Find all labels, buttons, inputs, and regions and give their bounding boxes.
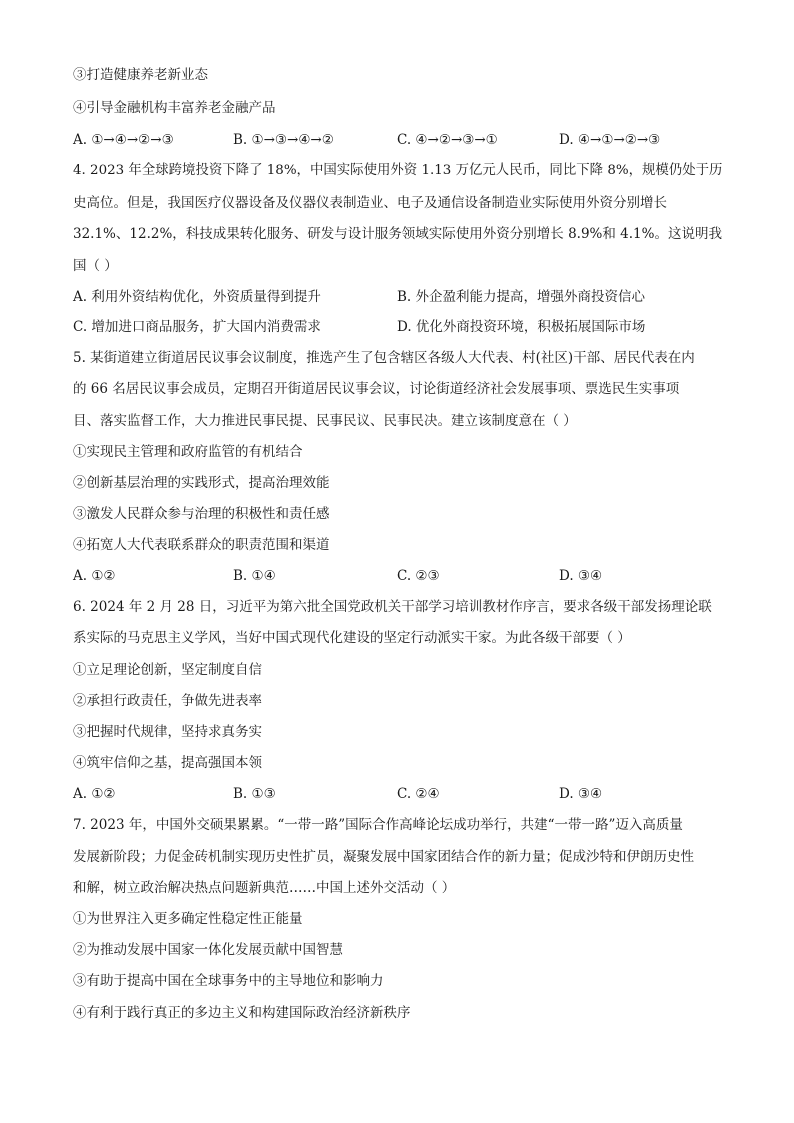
q6-item-2: ②承担行政责任，争做先进表率 <box>73 693 262 709</box>
q7-item-1: ①为世界注入更多确定性稳定性正能量 <box>73 911 303 927</box>
q4-options-row-1 <box>73 288 733 306</box>
q3-item-4: ④引导金融机构丰富养老金融产品 <box>73 100 276 116</box>
q4-option-b[interactable]: B. 外企盈利能力提高，增强外商投资信心 <box>397 289 646 305</box>
q4-option-c[interactable]: C. 增加进口商品服务，扩大国内消费需求 <box>73 319 321 335</box>
q5-option-d[interactable]: D. ③④ <box>559 568 603 584</box>
q6-option-c[interactable]: C. ②④ <box>397 786 440 802</box>
q6-item-1: ①立足理论创新，坚定制度自信 <box>73 662 262 678</box>
q6-stem-line-2: 系实际的马克思主义学风，当好中国式现代化建设的坚定行动派实干家。为此各级干部要（ ） <box>73 630 631 646</box>
q7-stem-line-2: 发展新阶段；力促金砖机制实现历史性扩员，凝聚发展中国家团结合作的新力量；促成沙特和伊朗历史性 <box>73 849 694 865</box>
q4-stem-line-2: 史高位。但是，我国医疗仪器设备及仪器仪表制造业、电子及通信设备制造业实际使用外资分别增长 <box>73 195 667 211</box>
q5-item-4: ④拓宽人大代表联系群众的职责范围和渠道 <box>73 537 330 553</box>
q4-option-d[interactable]: D. 优化外商投资环境，积极拓展国际市场 <box>397 319 646 335</box>
q7-item-2: ②为推动发展中国家一体化发展贡献中国智慧 <box>73 942 343 958</box>
q5-option-c[interactable]: C. ②③ <box>397 568 440 584</box>
q5-options <box>73 567 733 585</box>
q3-option-c[interactable]: C. ④→②→③→① <box>397 132 498 148</box>
q3-option-d[interactable]: D. ④→①→②→③ <box>559 132 661 148</box>
q4-stem-line-4: 国（ ） <box>73 258 118 274</box>
q6-stem-line-1: 6. 2024 年 2 月 28 日，习近平为第六批全国党政机关干部学习培训教材作序言，要求各级干部发扬理论联 <box>73 599 712 615</box>
q6-options <box>73 785 733 803</box>
q7-item-3: ③有助于提高中国在全球事务中的主导地位和影响力 <box>73 973 384 989</box>
q4-stem-line-1: 4. 2023 年全球跨境投资下降了 18%，中国实际使用外资 1.13 万亿元人民币，同比下降 8%，规模仍处于历 <box>73 163 723 178</box>
q3-options <box>73 131 733 149</box>
q5-stem-line-2: 的 66 名居民议事会成员，定期召开街道居民议事会议，讨论街道经济社会发展事项、票选民生实事项 <box>73 381 680 397</box>
q4-options-row-2 <box>73 318 733 336</box>
q6-option-d[interactable]: D. ③④ <box>559 786 603 802</box>
q5-option-b[interactable]: B. ①④ <box>233 568 276 584</box>
q4-option-a[interactable]: A. 利用外资结构优化，外资质量得到提升 <box>73 289 321 305</box>
q7-stem-line-3: 和解，树立政治解决热点问题新典范……中国上述外交活动（ ） <box>73 880 456 896</box>
q3-option-b[interactable]: B. ①→③→④→② <box>233 132 334 148</box>
q4-stem-line-3: 32.1%、12.2%，科技成果转化服务、研发与设计服务领域实际使用外资分别增长 8.9%和 4.1%。这说明我 <box>73 226 722 242</box>
q7-item-4: ④有利于践行真正的多边主义和构建国际政治经济新秩序 <box>73 1005 411 1021</box>
q5-item-3: ③激发人民群众参与治理的积极性和责任感 <box>73 506 330 522</box>
q5-item-1: ①实现民主管理和政府监管的有机结合 <box>73 444 303 460</box>
q3-option-a[interactable]: A. ①→④→②→③ <box>73 132 174 148</box>
q6-item-3: ③把握时代规律，坚持求真务实 <box>73 724 262 740</box>
q6-option-a[interactable]: A. ①② <box>73 786 116 802</box>
q5-stem-line-3: 目、落实监督工作，大力推进民事民提、民事民议、民事民决。建立该制度意在（ ） <box>73 413 577 429</box>
q7-stem-line-1: 7. 2023 年，中国外交硕果累累。“一带一路”国际合作高峰论坛成功举行，共建“一带一路”迈入高质量 <box>73 817 683 833</box>
q6-option-b[interactable]: B. ①③ <box>233 786 276 802</box>
q5-stem-line-1: 5. 某街道建立街道居民议事会议制度，推选产生了包含辖区各级人大代表、村(社区)干部、居民代表在内 <box>73 350 695 366</box>
q5-option-a[interactable]: A. ①② <box>73 568 116 584</box>
q5-item-2: ②创新基层治理的实践形式，提高治理效能 <box>73 475 330 491</box>
q6-item-4: ④筑牢信仰之基，提高强国本领 <box>73 755 262 771</box>
q3-item-3: ③打造健康养老新业态 <box>73 67 208 83</box>
